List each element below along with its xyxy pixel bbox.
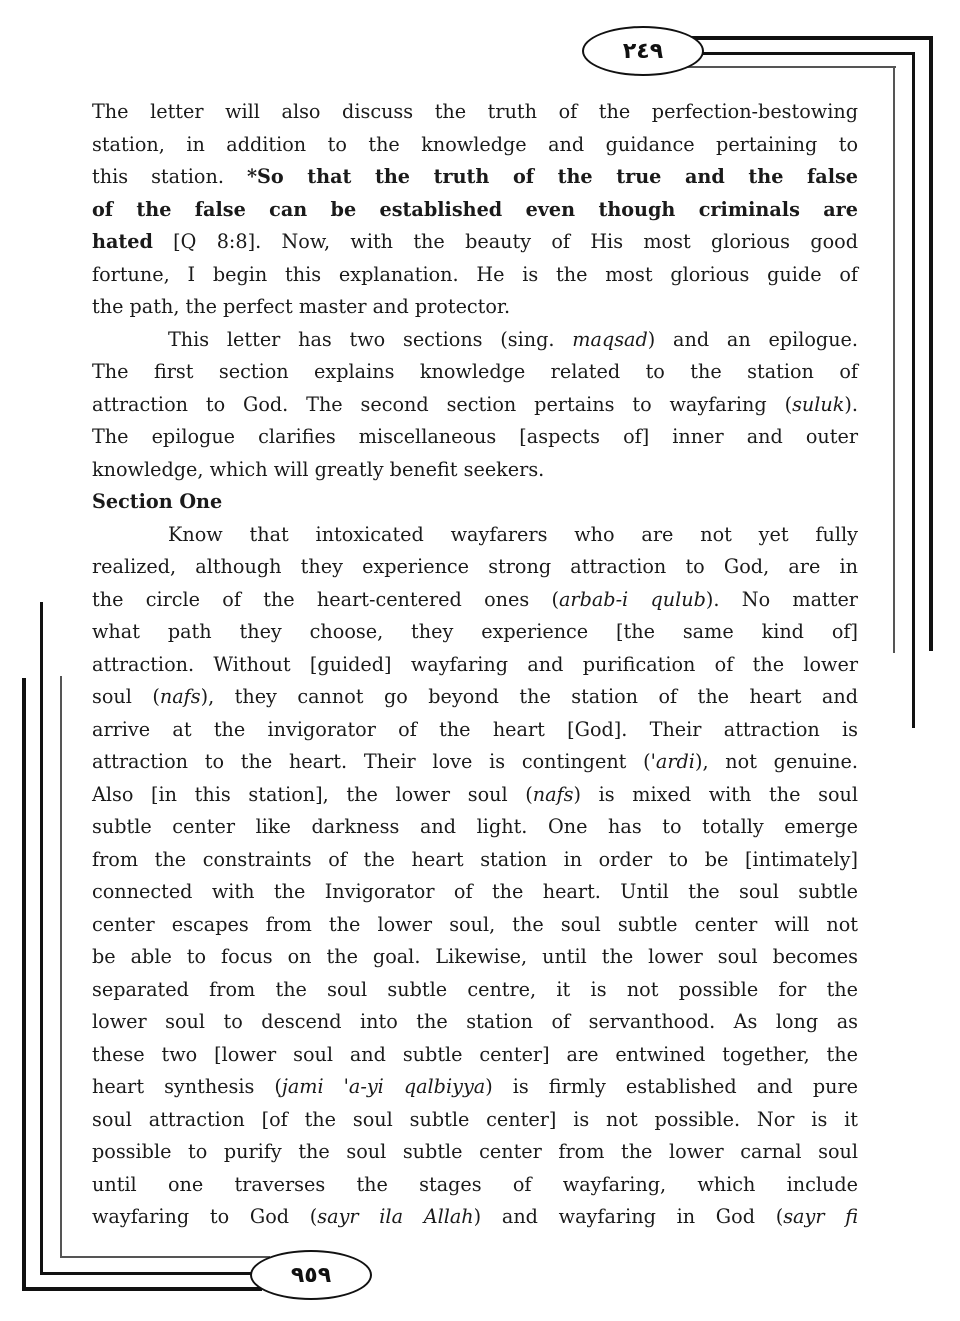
frame-bottom-outer-h (22, 1287, 262, 1291)
transliteration: sayr fi (783, 1205, 859, 1228)
text-span: wayfaring to God ( (92, 1205, 318, 1228)
frame-bottom-middle-v (40, 602, 43, 1275)
text-span: [Q 8:8]. Now, with the beauty of His most glorious good (152, 230, 858, 253)
quran-quote-line: of the false can be established even though criminals are (92, 197, 858, 221)
text-line (92, 161, 858, 194)
text-line: subtle center like darkness and light. One has to totally emerge (92, 815, 858, 838)
text-line: attraction. Without [guided] wayfaring and purification of the lower (92, 652, 858, 676)
text-span: ), they cannot go beyond the station of the heart and (200, 685, 859, 708)
frame-bottom-outer-v (22, 678, 26, 1291)
text-line: soul attraction [of the soul subtle center] is not possible. Nor is it (92, 1107, 858, 1131)
text-line: The epilogue clarifies miscellaneous [aspects of] inner and outer (92, 425, 858, 448)
text-line (92, 746, 858, 779)
text-span: attraction to the heart. Their love is contingent ( (92, 750, 651, 773)
text-span: the circle of the heart-centered ones ( (92, 587, 559, 611)
frame-bottom-middle-h (40, 1272, 255, 1275)
text-line: lower soul to descend into the station of servanthood. As long as (92, 1010, 858, 1033)
text-span: ) and wayfaring in God ( (473, 1205, 784, 1228)
text-span: ), not genuine. (694, 750, 858, 773)
frame-top-outer-h (690, 36, 933, 40)
text-line: The first section explains knowledge related to the station of (92, 360, 858, 383)
quran-quote: *So that the truth of the true and the false (246, 165, 858, 188)
text-line: arrive at the invigorator of the heart [God]. Their attraction is (92, 717, 858, 741)
text-line: the path, the perfect master and protector. (92, 295, 511, 318)
frame-bottom-inner-h (60, 1256, 270, 1258)
top-page-number: ٢٤٩ (622, 38, 664, 64)
frame-top-middle-h (700, 52, 915, 55)
text-span: ) and an epilogue. (647, 327, 859, 351)
text-line: station, in addition to the knowledge and guidance pertaining to (92, 132, 858, 156)
text-line: from the constraints of the heart station in order to be [intimately] (92, 847, 858, 871)
frame-top-inner-v (893, 66, 895, 653)
transliteration: sayr ila Allah (317, 1205, 474, 1228)
text-line: knowledge, which will greatly benefit seekers. (92, 457, 545, 481)
section-heading: Section One (92, 490, 223, 513)
transliteration: suluk (792, 392, 845, 416)
transliteration: nafs (159, 685, 201, 708)
paragraph-section-one (92, 519, 858, 1234)
text-line (92, 584, 858, 617)
text-span: Also [in this station], the lower soul ( (92, 782, 533, 806)
frame-top-inner-h (688, 66, 896, 68)
transliteration: arbab-i qulub (558, 587, 706, 611)
quran-quote: hated (92, 230, 153, 253)
text-line: until one traverses the stages of wayfaring, which include (92, 1172, 858, 1196)
frame-top-outer-v (929, 36, 933, 651)
body-text (92, 96, 858, 1234)
text-line: what path they choose, they experience [the same kind of] (92, 620, 858, 643)
text-line: be able to focus on the goal. Likewise, until the lower soul becomes (92, 945, 858, 968)
frame-top-middle-v (912, 52, 915, 728)
text-span: ) is firmly established and pure (485, 1075, 858, 1098)
transliteration: 'ardi (650, 750, 695, 773)
transliteration: nafs (532, 782, 574, 806)
text-line (92, 226, 858, 259)
text-line (92, 779, 858, 812)
text-line: separated from the soul subtle centre, it is not possible for the (92, 977, 858, 1001)
transliteration: maqsad (572, 327, 648, 351)
text-span: ). No matter (705, 587, 858, 611)
text-line: The letter will also discuss the truth of the perfection-bestowing (92, 100, 858, 123)
text-line: center escapes from the lower soul, the soul subtle center will not (92, 912, 858, 936)
text-line (92, 681, 858, 714)
text-span: This letter has two sections (sing. (168, 327, 573, 351)
text-line: connected with the Invigorator of the heart. Until the soul subtle (92, 880, 858, 903)
text-line (92, 324, 858, 357)
text-span: attraction to God. The second section pertains to wayfaring ( (92, 392, 793, 416)
text-span: this station. (92, 165, 247, 188)
text-line: Know that intoxicated wayfarers who are not yet fully (168, 522, 858, 546)
text-line (92, 389, 858, 422)
text-span: soul ( (92, 685, 160, 708)
transliteration: jami 'a-yi qalbiyya (281, 1075, 486, 1098)
paragraph-structure (92, 324, 858, 487)
top-page-number-oval (582, 26, 704, 76)
text-span: ). (844, 392, 858, 416)
text-span: ) is mixed with the soul (573, 782, 858, 806)
text-line: possible to purify the soul subtle center from the lower carnal soul (92, 1140, 858, 1163)
text-line: fortune, I begin this explanation. He is the most glorious guide of (92, 262, 858, 286)
bottom-page-number-oval (250, 1250, 372, 1300)
paragraph-intro (92, 96, 858, 324)
text-line: these two [lower soul and subtle center] are entwined together, the (92, 1042, 858, 1066)
text-line: realized, although they experience strong attraction to God, are in (92, 555, 858, 578)
frame-bottom-inner-v (60, 676, 62, 1258)
bottom-page-number: ٩٥٩ (290, 1262, 332, 1288)
text-line (92, 1071, 858, 1104)
text-span: heart synthesis ( (92, 1075, 282, 1098)
text-line (92, 1201, 858, 1234)
